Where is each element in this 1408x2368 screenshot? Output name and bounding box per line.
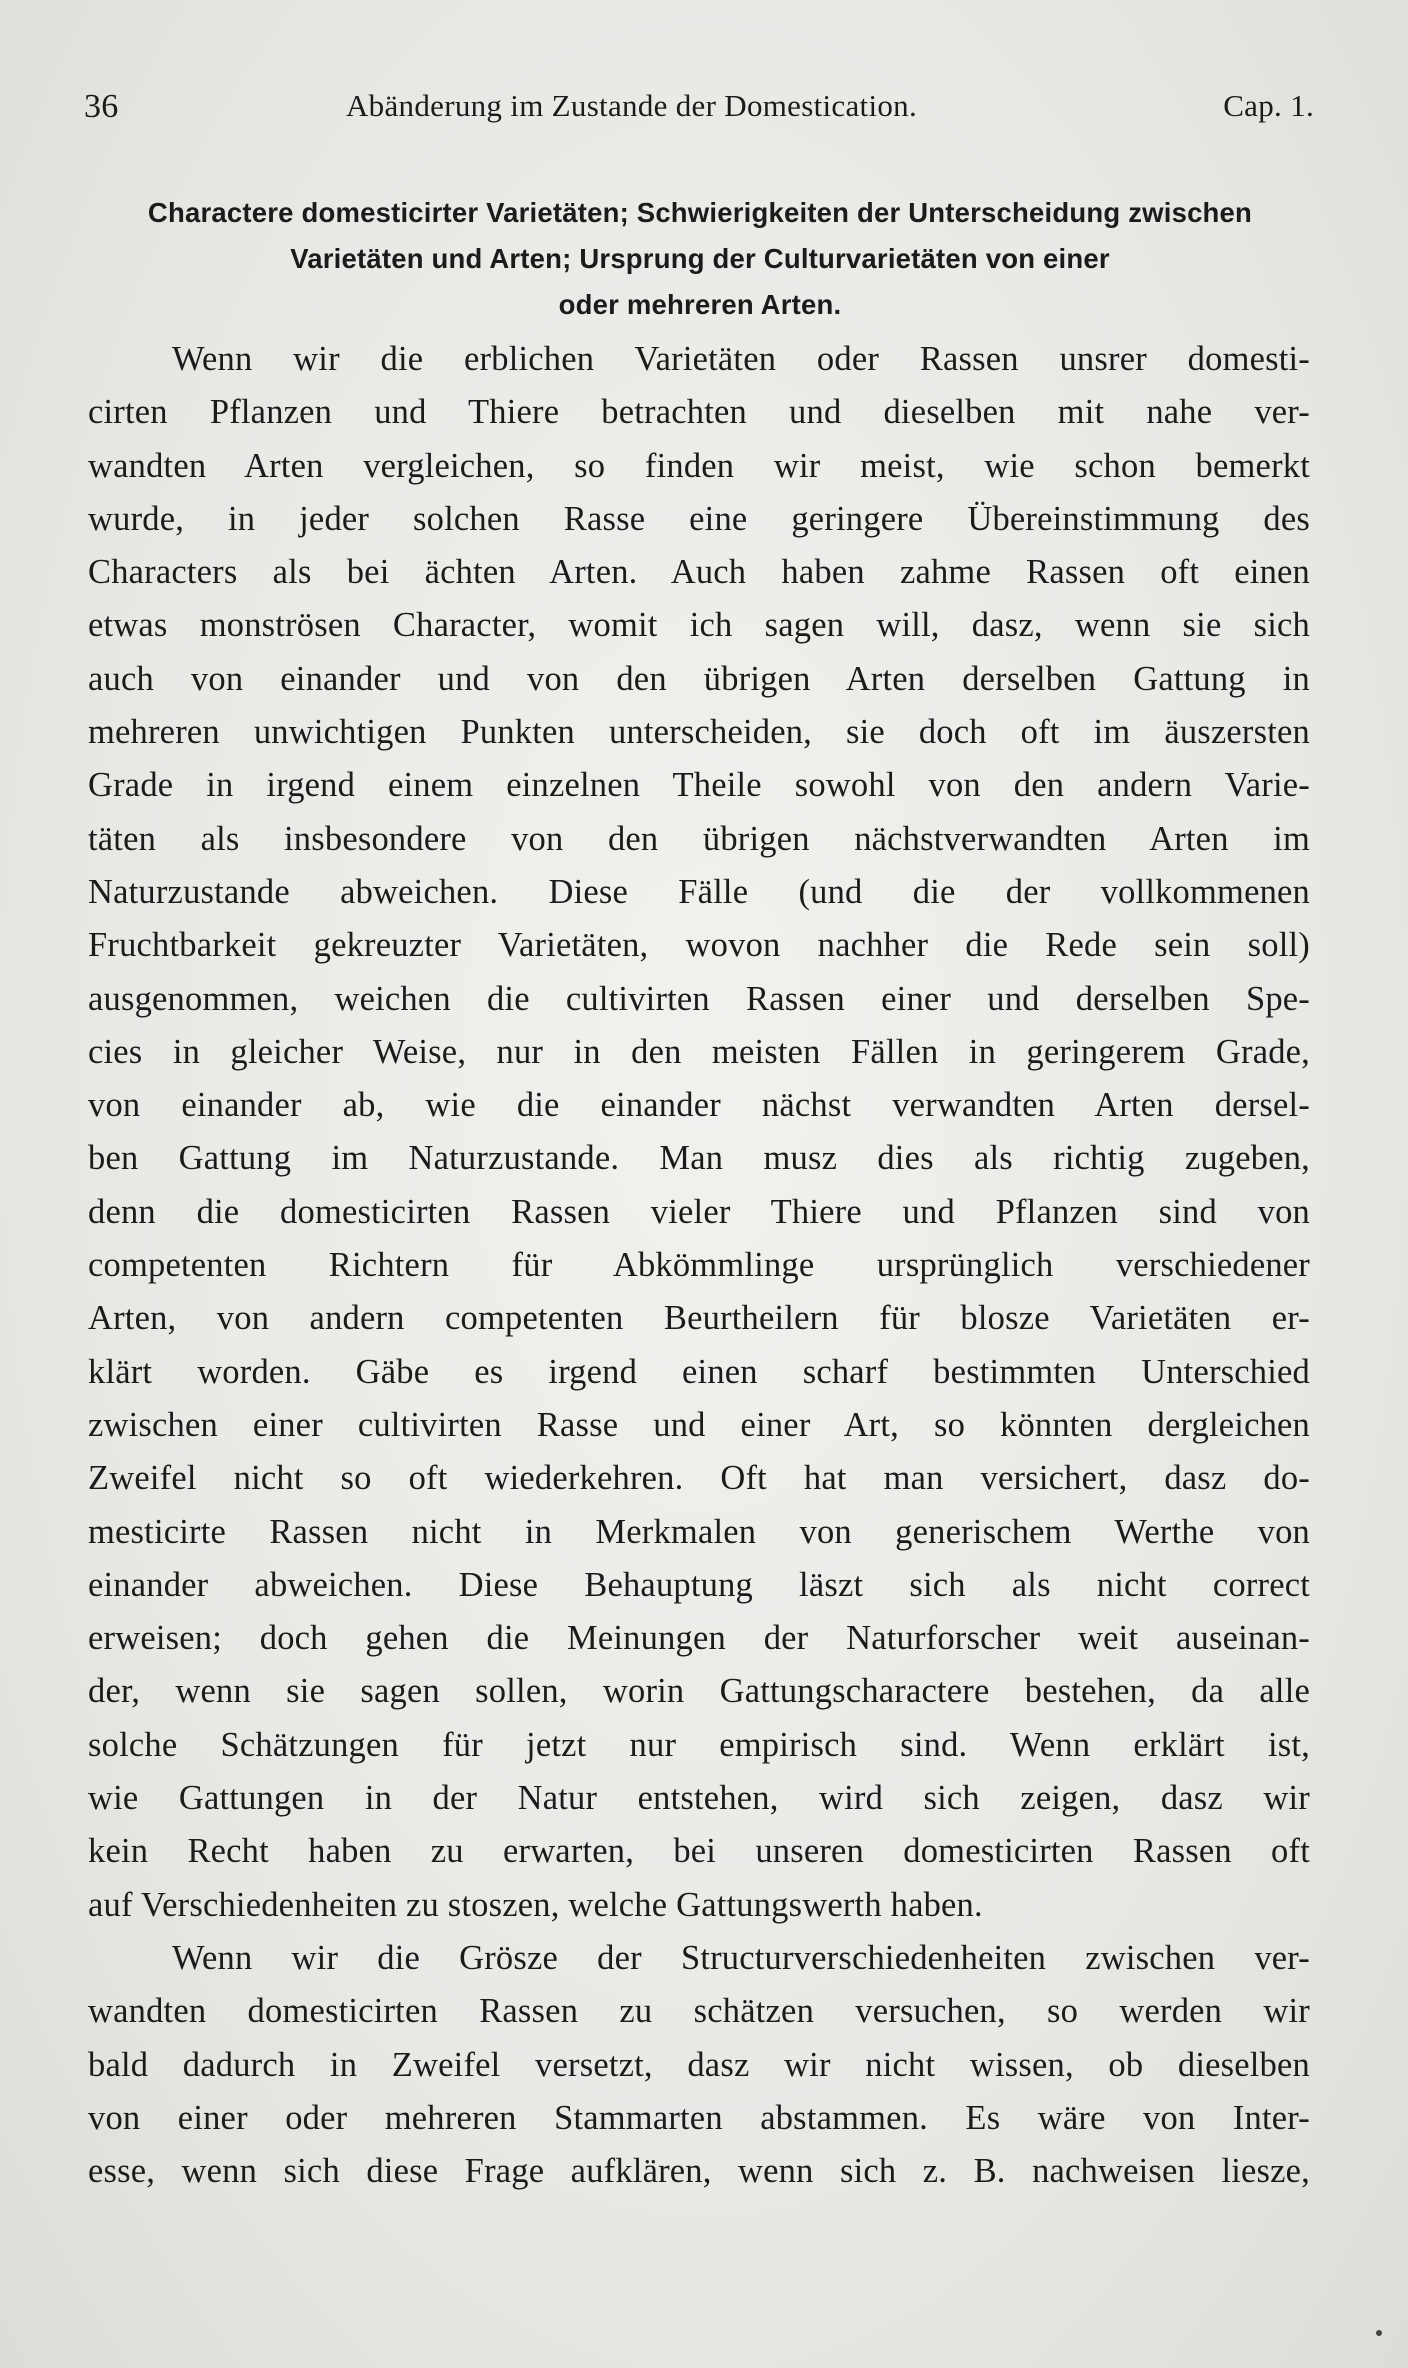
text-line: ausgenommen, weichen die cultivirten Rassen einer und derselben Spe-: [88, 979, 1310, 1018]
paragraph-1: [88, 333, 1310, 1932]
page-header: [84, 88, 1314, 136]
text-line: der, wenn sie sagen sollen, worin Gattungscharactere bestehen, da alle: [88, 1672, 1310, 1711]
text-line: esse, wenn sich diese Frage aufklären, wenn sich z. B. nachweisen liesze,: [88, 2152, 1310, 2191]
text-line: Naturzustande abweichen. Diese Fälle (und die der vollkommenen: [88, 872, 1310, 911]
text-line: auf Verschiedenheiten zu stoszen, welche Gattungswerth haben.: [88, 1885, 983, 1924]
text-line: solche Schätzungen für jetzt nur empirisch sind. Wenn erklärt ist,: [88, 1725, 1310, 1764]
text-line: competenten Richtern für Abkömmlinge ursprünglich verschiedener: [88, 1246, 1310, 1285]
text-line: cies in gleicher Weise, nur in den meisten Fällen in geringerem Grade,: [88, 1032, 1310, 1071]
section-heading-line: oder mehreren Arten.: [558, 289, 842, 320]
text-line: zwischen einer cultivirten Rasse und einer Art, so könnten dergleichen: [88, 1405, 1310, 1444]
text-line: kein Recht haben zu erwarten, bei unseren domesticirten Rassen oft: [88, 1832, 1310, 1871]
section-heading: [80, 190, 1320, 328]
text-line: mesticirte Rassen nicht in Merkmalen von generischem Werthe von: [88, 1512, 1310, 1551]
text-line: wie Gattungen in der Natur entstehen, wird sich zeigen, dasz wir: [88, 1779, 1310, 1818]
body-text: [88, 333, 1310, 2198]
text-line: wandten domesticirten Rassen zu schätzen versuchen, so werden wir: [88, 1992, 1310, 2031]
text-line: wurde, in jeder solchen Rasse eine geringere Übereinstimmung des: [88, 499, 1310, 538]
text-line: von einander ab, wie die einander nächst verwandten Arten dersel-: [88, 1086, 1310, 1125]
text-line: Grade in irgend einem einzelnen Theile sowohl von den andern Varie-: [88, 766, 1310, 805]
text-line: auch von einander und von den übrigen Arten derselben Gattung in: [88, 659, 1310, 698]
text-line: mehreren unwichtigen Punkten unterscheiden, sie doch oft im äuszersten: [88, 713, 1310, 752]
running-title: Abänderung im Zustande der Domestication.: [346, 88, 918, 123]
text-line: Fruchtbarkeit gekreuzter Varietäten, wovon nachher die Rede sein soll): [88, 926, 1310, 965]
text-line: cirten Pflanzen und Thiere betrachten und dieselben mit nahe ver-: [88, 393, 1310, 432]
text-line: Arten, von andern competenten Beurtheilern für blosze Varietäten er-: [88, 1299, 1310, 1338]
text-line: bald dadurch in Zweifel versetzt, dasz wir nicht wissen, ob dieselben: [88, 2045, 1310, 2084]
chapter-label: Cap. 1.: [1223, 88, 1314, 123]
section-heading-line: Varietäten und Arten; Ursprung der Culturvarietäten von einer: [290, 243, 1110, 274]
page-number: 36: [84, 88, 119, 125]
text-line: von einer oder mehreren Stammarten abstammen. Es wäre von Inter-: [88, 2098, 1310, 2137]
ink-speck: [1376, 2330, 1382, 2336]
text-line: einander abweichen. Diese Behauptung läszt sich als nicht correct: [88, 1565, 1310, 1604]
text-line: Zweifel nicht so oft wiederkehren. Oft hat man versichert, dasz do-: [88, 1459, 1310, 1498]
text-line: wandten Arten vergleichen, so finden wir meist, wie schon bemerkt: [88, 446, 1310, 485]
text-line: täten als insbesondere von den übrigen nächstverwandten Arten im: [88, 819, 1310, 858]
text-line: denn die domesticirten Rassen vieler Thiere und Pflanzen sind von: [88, 1192, 1310, 1231]
text-line: Characters als bei ächten Arten. Auch haben zahme Rassen oft einen: [88, 553, 1310, 592]
paragraph-2: [88, 1932, 1310, 2198]
text-line: ben Gattung im Naturzustande. Man musz dies als richtig zugeben,: [88, 1139, 1310, 1178]
text-line: Wenn wir die erblichen Varietäten oder Rassen unsrer domesti-: [172, 340, 1310, 378]
text-line: Wenn wir die Grösze der Structurverschiedenheiten zwischen ver-: [172, 1938, 1310, 1977]
text-line: klärt worden. Gäbe es irgend einen scharf bestimmten Unterschied: [88, 1352, 1310, 1391]
section-heading-line: Charactere domesticirter Varietäten; Schwierigkeiten der Unterscheidung zwischen: [147, 197, 1253, 228]
text-line: etwas monströsen Character, womit ich sagen will, dasz, wenn sie sich: [88, 606, 1310, 645]
text-line: erweisen; doch gehen die Meinungen der Naturforscher weit auseinan-: [88, 1619, 1310, 1658]
